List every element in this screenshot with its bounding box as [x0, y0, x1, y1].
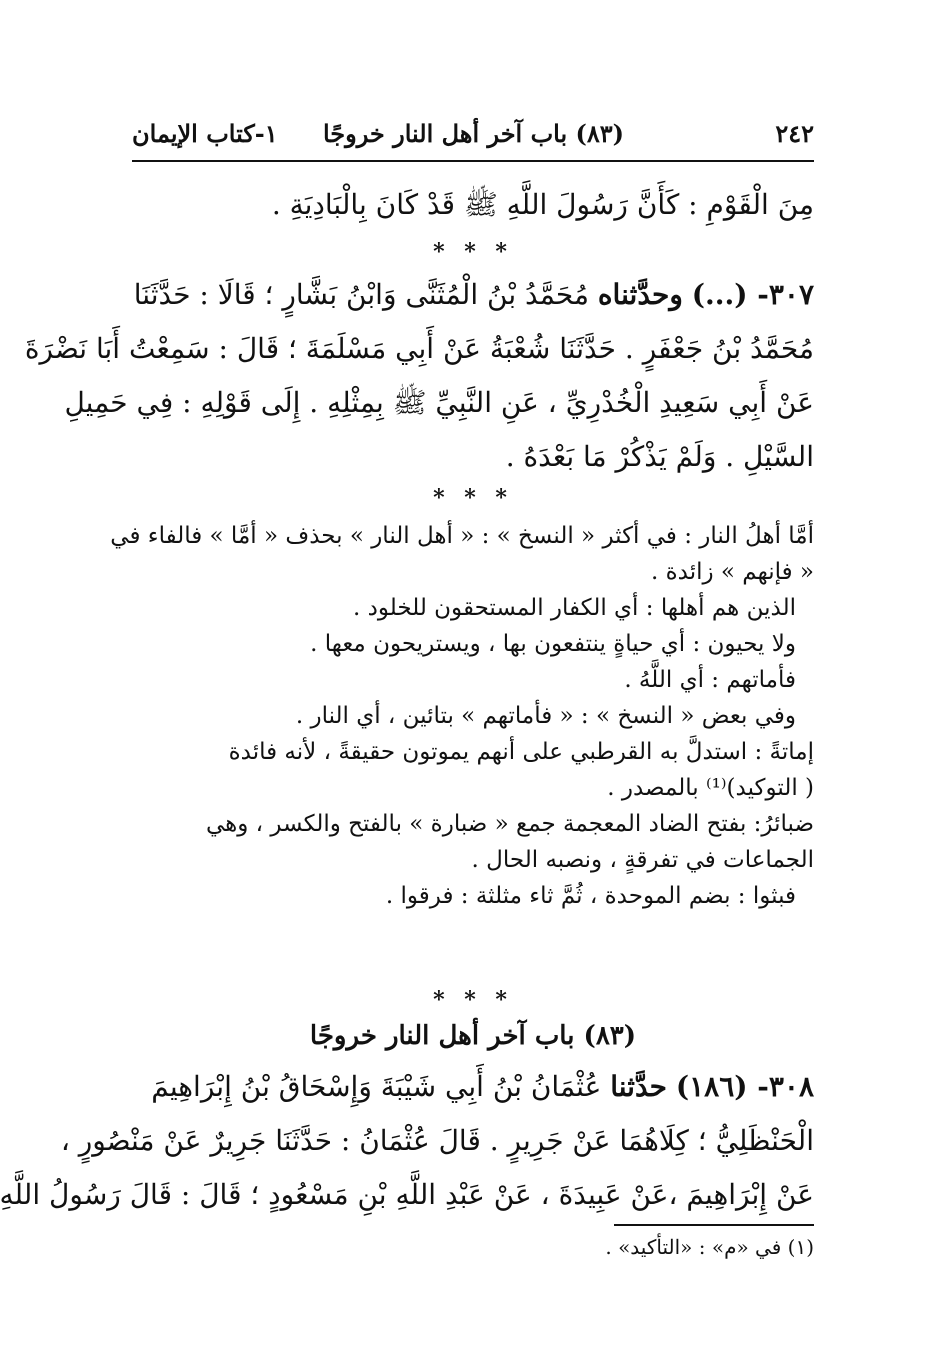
hadith-text: مُحَمَّدُ بْنُ الْمُثَنَّى وَابْنُ بَشَّارٍ ؛ قَالَا : حَدَّثَنَا	[133, 278, 589, 311]
section-separator: * * *	[433, 987, 513, 1013]
commentary-line: « فإنهم » زائدة .	[650, 559, 814, 585]
hadith-first-line	[132, 1060, 814, 1114]
text-line: الْحَنْظَلِيُّ ؛ كِلَاهُمَا عَنْ جَرِيرٍ . قَالَ عُثْمَانُ : حَدَّثَنَا جَرِيرٌ عَنْ مَنْصُورٍ ،	[60, 1124, 814, 1157]
hadith-text: عُثْمَانُ بْنُ أَبِي شَيْبَةَ وَإِسْحَاقُ بْنُ إِبْرَاهِيمَ	[151, 1070, 602, 1103]
commentary-line: ( التوكيد)⁽¹⁾ بالمصدر .	[607, 775, 814, 801]
header-rule	[132, 160, 814, 162]
section-separator: * * *	[433, 239, 513, 265]
hadith-307	[24, 268, 814, 484]
footnote-rule	[614, 1224, 814, 1226]
hadith-lead: حدَّثنا	[610, 1070, 667, 1103]
hadith-continuation	[132, 178, 814, 232]
footnote: (١) في «م» : «التأكيد» .	[605, 1235, 814, 1259]
hadith-308	[0, 1060, 814, 1222]
text-line: مِنَ الْقَوْمِ : كَأَنَّ رَسُولَ اللَّهِ ﷺ قَدْ كَانَ بِالْبَادِيَةِ .	[271, 188, 814, 221]
commentary	[110, 518, 814, 914]
hadith-number: ٣٠٨- (١٨٦)	[675, 1070, 814, 1103]
commentary-line: أمَّا أهلُ النار : في أكثر « النسخ » : « أهل النار » بحذف « أمَّا » فالفاء في	[110, 523, 814, 549]
text-line: مُحَمَّدُ بْنُ جَعْفَرٍ . حَدَّثَنَا شُعْبَةُ عَنْ أَبِي مَسْلَمَةَ ؛ قَالَ : سَمِعْتُ أَبَا نَضْرَةَ	[24, 332, 814, 365]
commentary-line: إماتةً : استدلَّ به القرطبي على أنهم يموتون حقيقةً ، لأنه فائدة	[228, 739, 814, 765]
page-header	[132, 118, 814, 154]
commentary-line: فأماتهم : أي اللَّهُ .	[624, 667, 796, 693]
commentary-line: ولا يحيون : أي حياةٍ ينتفعون بها ، ويستريحون معها .	[310, 631, 796, 657]
text-line: عَنْ أَبِي سَعِيدِ الْخُدْرِيِّ ، عَنِ النَّبِيِّ ﷺ بِمِثْلِهِ . إِلَى قَوْلِهِ : فِي حَمِيلِ	[64, 386, 814, 419]
running-chapter-title: (٨٣) باب آخر أهل النار خروجًا	[322, 119, 624, 148]
hadith-number: ٣٠٧- (...)	[691, 278, 814, 311]
text-line: السَّيْلِ . وَلَمْ يَذْكُرْ مَا بَعْدَهُ .	[505, 440, 814, 473]
hadith-lead: وحدَّثناه	[597, 278, 683, 311]
commentary-line: فبثوا : بضم الموحدة ، ثُمَّ ثاء مثلثة : فرقوا .	[385, 883, 796, 909]
running-book-title: ١-كتاب الإيمان	[132, 119, 278, 148]
section-separator: * * *	[433, 485, 513, 511]
chapter-title: (٨٣) باب آخر أهل النار خروجًا	[309, 1021, 637, 1051]
commentary-line: ضبائرُ: بفتح الضاد المعجمة جمع « ضبارة » بالفتح والكسر ، وهي	[205, 811, 814, 837]
commentary-line: وفي بعض « النسخ » : « فأماتهم » بتائين ، أي النار .	[295, 703, 796, 729]
hadith-first-line	[132, 268, 814, 322]
text-line: عَنْ إِبْرَاهِيمَ ،عَنْ عَبِيدَةَ ، عَنْ عَبْدِ اللَّهِ بْنِ مَسْعُودٍ ؛ قَالَ : قَالَ رَسُولُ اللَّهِ	[0, 1178, 814, 1211]
commentary-line: الجماعات في تفرقةٍ ، ونصبه الحال .	[471, 847, 814, 873]
commentary-line: الذين هم أهلها : أي الكفار المستحقون للخلود .	[353, 595, 796, 621]
page-number: ٢٤٢	[775, 119, 814, 148]
